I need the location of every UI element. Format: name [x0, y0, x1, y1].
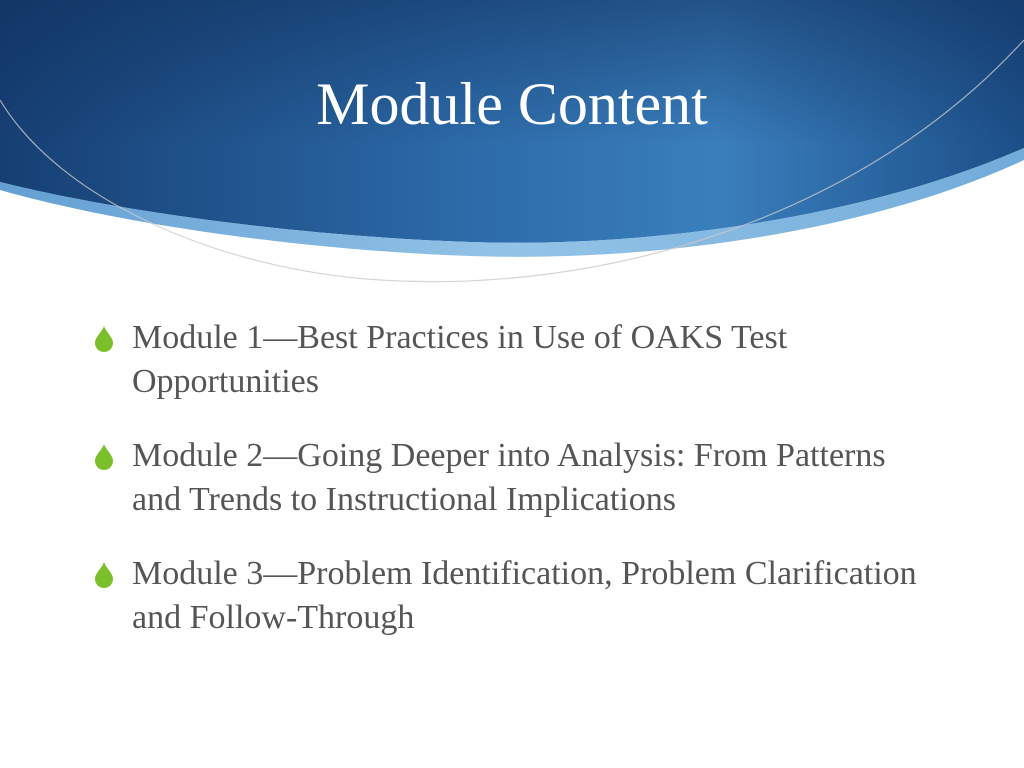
droplet-icon — [94, 326, 114, 352]
list-item — [90, 434, 940, 522]
bullet-text: Module 3—Problem Identification, Problem Clarification and Follow-Through — [132, 555, 917, 636]
droplet-icon — [94, 444, 114, 470]
list-item — [90, 316, 940, 404]
bullet-text: Module 1—Best Practices in Use of OAKS Test Opportunities — [132, 319, 788, 400]
page-title: Module Content — [316, 71, 708, 137]
bullet-list — [90, 316, 940, 670]
bullet-text: Module 2—Going Deeper into Analysis: From Patterns and Trends to Instructional Implications — [132, 437, 886, 518]
header-background — [0, 0, 1024, 300]
list-item — [90, 552, 940, 640]
droplet-icon — [94, 562, 114, 588]
